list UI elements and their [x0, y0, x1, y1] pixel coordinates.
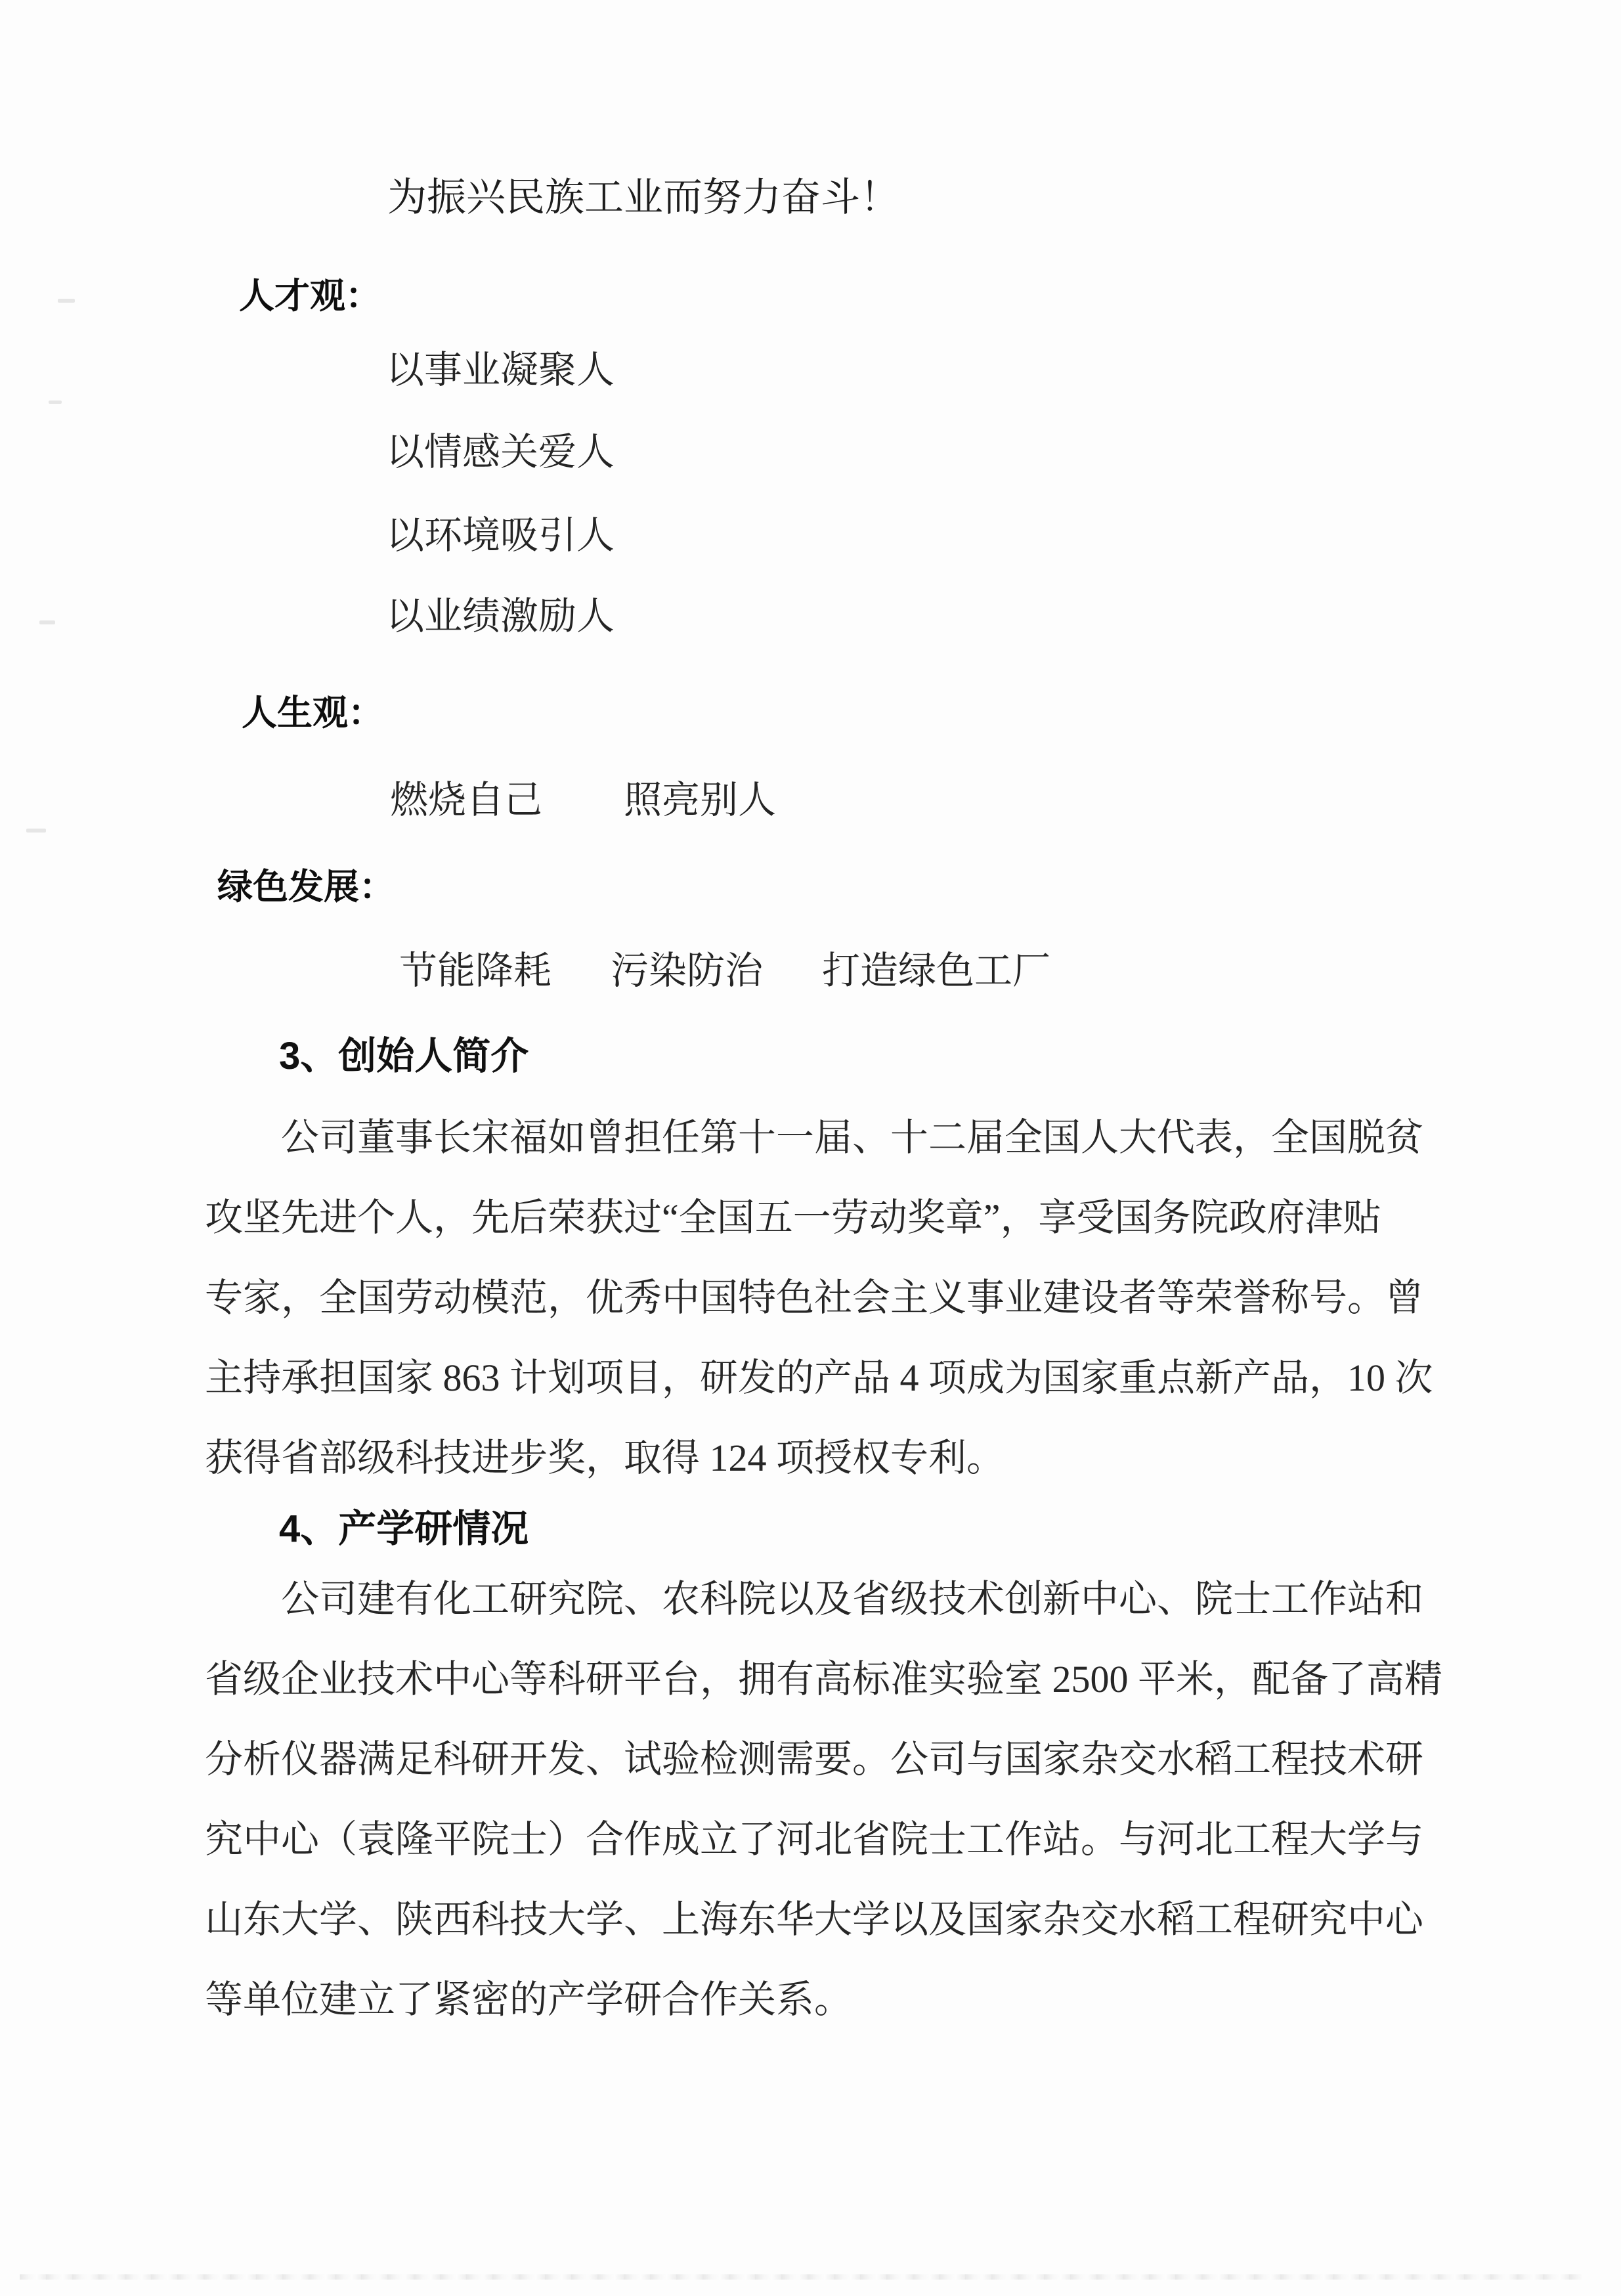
talent-item: 以业绩激励人: [386, 595, 615, 638]
heading-research-section: 4、产学研情况: [279, 1507, 529, 1550]
life-phrase: 燃烧自己: [390, 779, 543, 821]
talent-item: 以环境吸引人: [386, 514, 615, 557]
talent-item: 以情感关爱人: [386, 431, 615, 473]
founder-paragraph-line: 专家，全国劳动模范，优秀中国特色社会主义事业建设者等荣誉称号。曾: [205, 1276, 1424, 1319]
scan-speck: [49, 401, 62, 404]
heading-founder-section: 3、创始人简介: [279, 1035, 529, 1077]
label-green-development: 绿色发展：: [217, 867, 395, 907]
talent-item: 以事业凝聚人: [386, 349, 615, 391]
research-paragraph-line: 省级企业技术中心等科研平台，拥有高标准实验室 2500 平米，配备了高精: [205, 1658, 1443, 1700]
research-paragraph-line: 等单位建立了紧密的产学研合作关系。: [205, 1978, 853, 2021]
research-paragraph-line: 分析仪器满足科研开发、试验检测需要。公司与国家杂交水稻工程技术研: [205, 1738, 1424, 1781]
founder-paragraph-line: 主持承担国家 863 计划项目，研发的产品 4 项成为国家重点新产品，10 次: [205, 1356, 1433, 1399]
motto-line: 为振兴民族工业而努力奋斗！: [387, 176, 899, 219]
scan-speck: [58, 299, 75, 303]
label-life-view: 人生观：: [242, 693, 383, 733]
green-phrase: 打造绿色工厂: [822, 949, 1051, 992]
founder-paragraph-line: 获得省部级科技进步奖，取得 124 项授权专利。: [205, 1437, 1005, 1479]
green-phrase: 节能降耗: [399, 949, 552, 992]
scan-artifact-bottom: [20, 2274, 1582, 2280]
research-paragraph-line: 公司建有化工研究院、农科院以及省级技术创新中心、院士工作站和: [281, 1578, 1424, 1620]
founder-paragraph-line: 公司董事长宋福如曾担任第十一届、十二届全国人大代表，全国脱贫: [281, 1116, 1424, 1159]
green-phrase: 污染防治: [611, 949, 764, 992]
research-paragraph-line: 究中心（袁隆平院士）合作成立了河北省院士工作站。与河北工程大学与: [205, 1818, 1424, 1861]
founder-paragraph-line: 攻坚先进个人，先后荣获过“全国五一劳动奖章”，享受国务院政府津贴: [205, 1196, 1381, 1239]
life-phrase: 照亮别人: [624, 779, 777, 821]
label-talent-view: 人才观：: [239, 276, 381, 316]
research-paragraph-line: 山东大学、陕西科技大学、上海东华大学以及国家杂交水稻工程研究中心: [205, 1898, 1424, 1941]
scan-speck: [39, 620, 55, 624]
scan-speck: [26, 829, 46, 833]
